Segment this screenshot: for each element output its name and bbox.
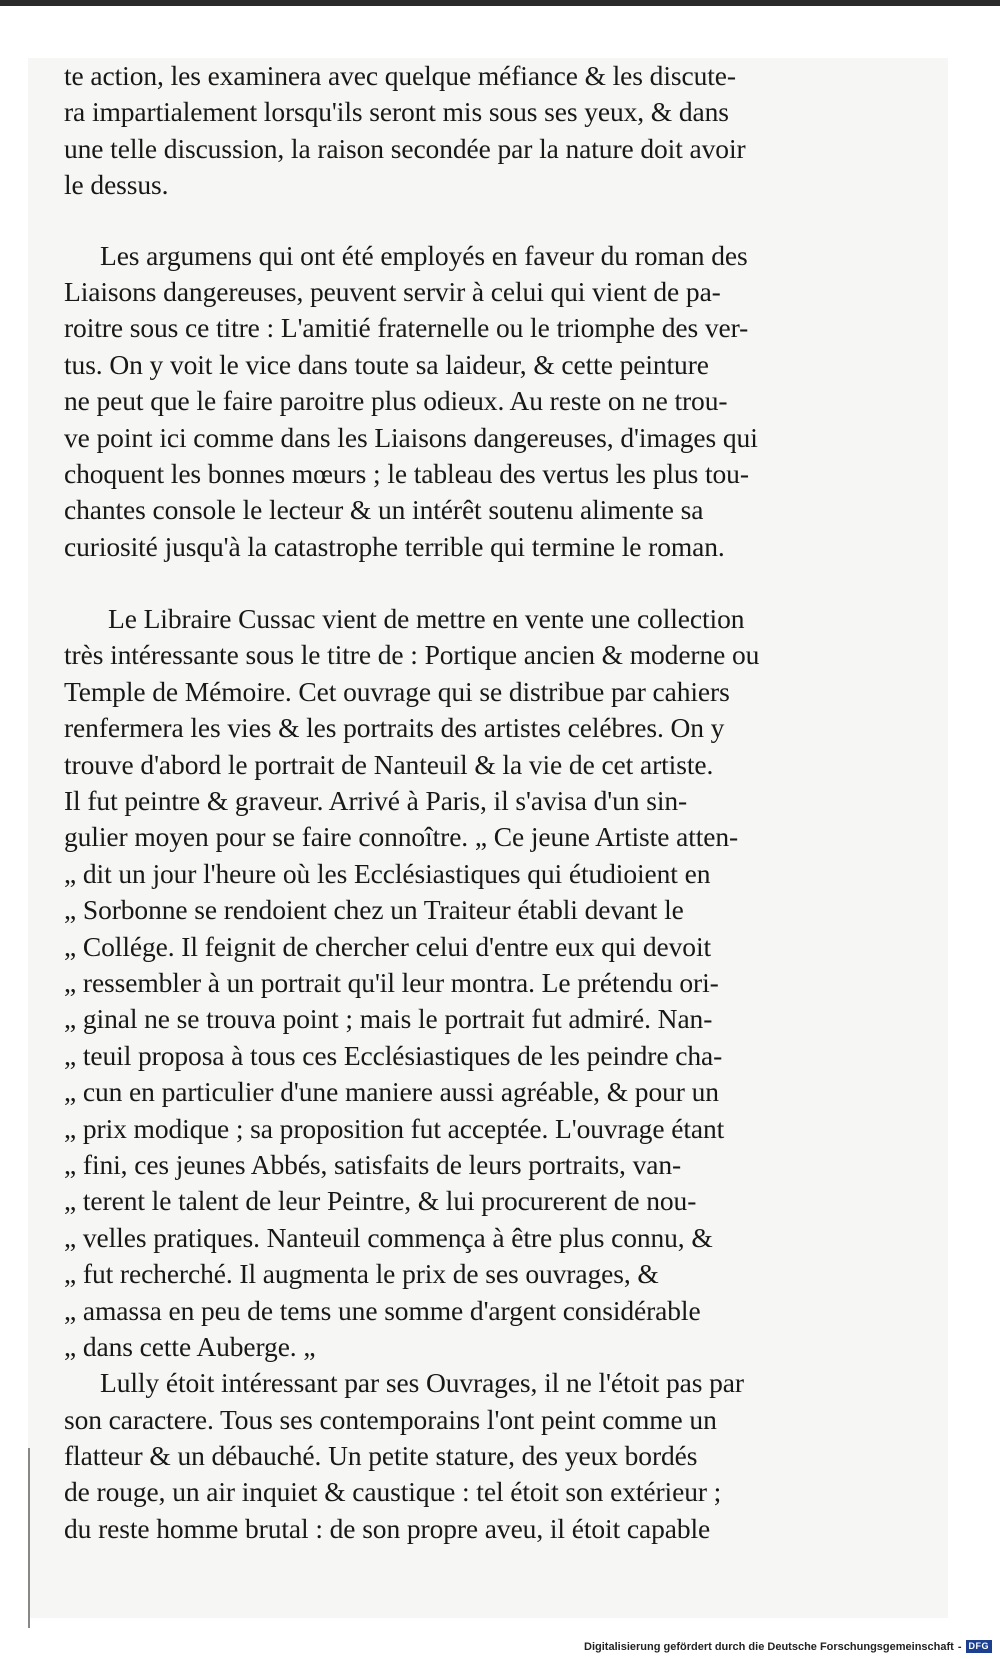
paragraph-3 xyxy=(64,601,964,1365)
text-line: te action, les examinera avec quelque méfiance & les discute- xyxy=(64,60,736,91)
scan-top-border xyxy=(0,0,1000,6)
scan-edge-mark xyxy=(28,1448,30,1628)
paragraph-4 xyxy=(64,1365,964,1547)
text-line: „ Collége. Il feignit de chercher celui d'entre eux qui devoit xyxy=(64,930,712,962)
text-line: choquent les bonnes mœurs ; le tableau des vertus les plus tou- xyxy=(64,457,749,489)
text-line: renfermera les vies & les portraits des artistes celébres. On y xyxy=(64,712,725,744)
text-line: ne peut que le faire paroitre plus odieux. Au reste on ne trou- xyxy=(64,385,728,417)
text-line: roitre sous ce titre : L'amitié fraternelle ou le triomphe des ver- xyxy=(64,312,749,344)
text-line: chantes console le lecteur & un intérêt soutenu alimente sa xyxy=(64,494,704,526)
text-line: „ velles pratiques. Nanteuil commença à être plus connu, & xyxy=(64,1221,713,1253)
text-line: „ cun en particulier d'une maniere aussi agréable, & pour un xyxy=(64,1076,719,1108)
text-line: Les argumens qui ont été employés en faveur du roman des xyxy=(100,239,748,271)
text-line: Liaisons dangereuses, peuvent servir à celui qui vient de pa- xyxy=(64,275,721,307)
text-line: „ prix modique ; sa proposition fut acceptée. L'ouvrage étant xyxy=(64,1112,725,1144)
text-line: „ fini, ces jeunes Abbés, satisfaits de leurs portraits, van- xyxy=(64,1148,682,1180)
text-line: flatteur & un débauché. Un petite stature, des yeux bordés xyxy=(64,1440,698,1472)
text-line: „ Sorbonne se rendoient chez un Traiteur établi devant le xyxy=(64,894,684,926)
paragraph-2 xyxy=(64,238,964,566)
text-line: curiosité jusqu'à la catastrophe terrible qui termine le roman. xyxy=(64,530,725,562)
text-line: tus. On y voit le vice dans toute sa laideur, & cette peinture xyxy=(64,348,709,380)
text-line: très intéressante sous le titre de : Portique ancien & moderne ou xyxy=(64,639,760,671)
text-line: Le Libraire Cussac vient de mettre en vente une collection xyxy=(108,603,745,635)
digitization-footer: Digitalisierung gefördert durch die Deutsche Forschungsgemeinschaft - DFG xyxy=(584,1640,992,1653)
text-line: „ dans cette Auberge. „ xyxy=(64,1330,316,1362)
dfg-logo-icon: DFG xyxy=(966,1640,993,1653)
scanned-page xyxy=(28,58,948,1618)
text-line: le dessus. xyxy=(64,169,169,201)
footer-credit: Digitalisierung gefördert durch die Deutsche Forschungsgemeinschaft xyxy=(584,1640,954,1653)
text-line: ra impartialement lorsqu'ils seront mis sous ses yeux, & dans xyxy=(64,96,729,128)
text-line: „ amassa en peu de tems une somme d'argent considérable xyxy=(64,1294,701,1326)
text-line: Temple de Mémoire. Cet ouvrage qui se distribue par cahiers xyxy=(64,675,730,707)
text-line: du reste homme brutal : de son propre aveu, il étoit capable xyxy=(64,1512,711,1544)
text-line: „ fut recherché. Il augmenta le prix de ses ouvrages, & xyxy=(64,1258,659,1290)
paragraph-gap xyxy=(64,204,964,238)
paragraph-1 xyxy=(64,58,964,204)
text-line: „ teuil proposa à tous ces Ecclésiastiques de les peindre cha- xyxy=(64,1039,723,1071)
text-line: de rouge, un air inquiet & caustique : tel étoit son extérieur ; xyxy=(64,1476,722,1508)
text-line: son caractere. Tous ses contemporains l'ont peint comme un xyxy=(64,1403,717,1435)
text-line: une telle discussion, la raison secondée par la nature doit avoir xyxy=(64,132,746,164)
text-line: ve point ici comme dans les Liaisons dangereuses, d'images qui xyxy=(64,421,758,453)
text-line: „ dit un jour l'heure où les Ecclésiastiques qui étudioient en xyxy=(64,857,711,889)
text-line: Lully étoit intéressant par ses Ouvrages, il ne l'étoit pas par xyxy=(100,1367,744,1399)
text-line: „ ressembler à un portrait qu'il leur montra. Le prétendu ori- xyxy=(64,966,719,998)
page-text xyxy=(64,58,964,1547)
paragraph-gap xyxy=(64,565,964,601)
text-line: „ ginal ne se trouva point ; mais le portrait fut admiré. Nan- xyxy=(64,1003,713,1035)
text-line: „ terent le talent de leur Peintre, & lui procurerent de nou- xyxy=(64,1185,697,1217)
text-line: trouve d'abord le portrait de Nanteuil & la vie de cet artiste. xyxy=(64,748,714,780)
text-line: gulier moyen pour se faire connoître. „ Ce jeune Artiste atten- xyxy=(64,821,739,853)
text-line: Il fut peintre & graveur. Arrivé à Paris, il s'avisa d'un sin- xyxy=(64,785,688,817)
